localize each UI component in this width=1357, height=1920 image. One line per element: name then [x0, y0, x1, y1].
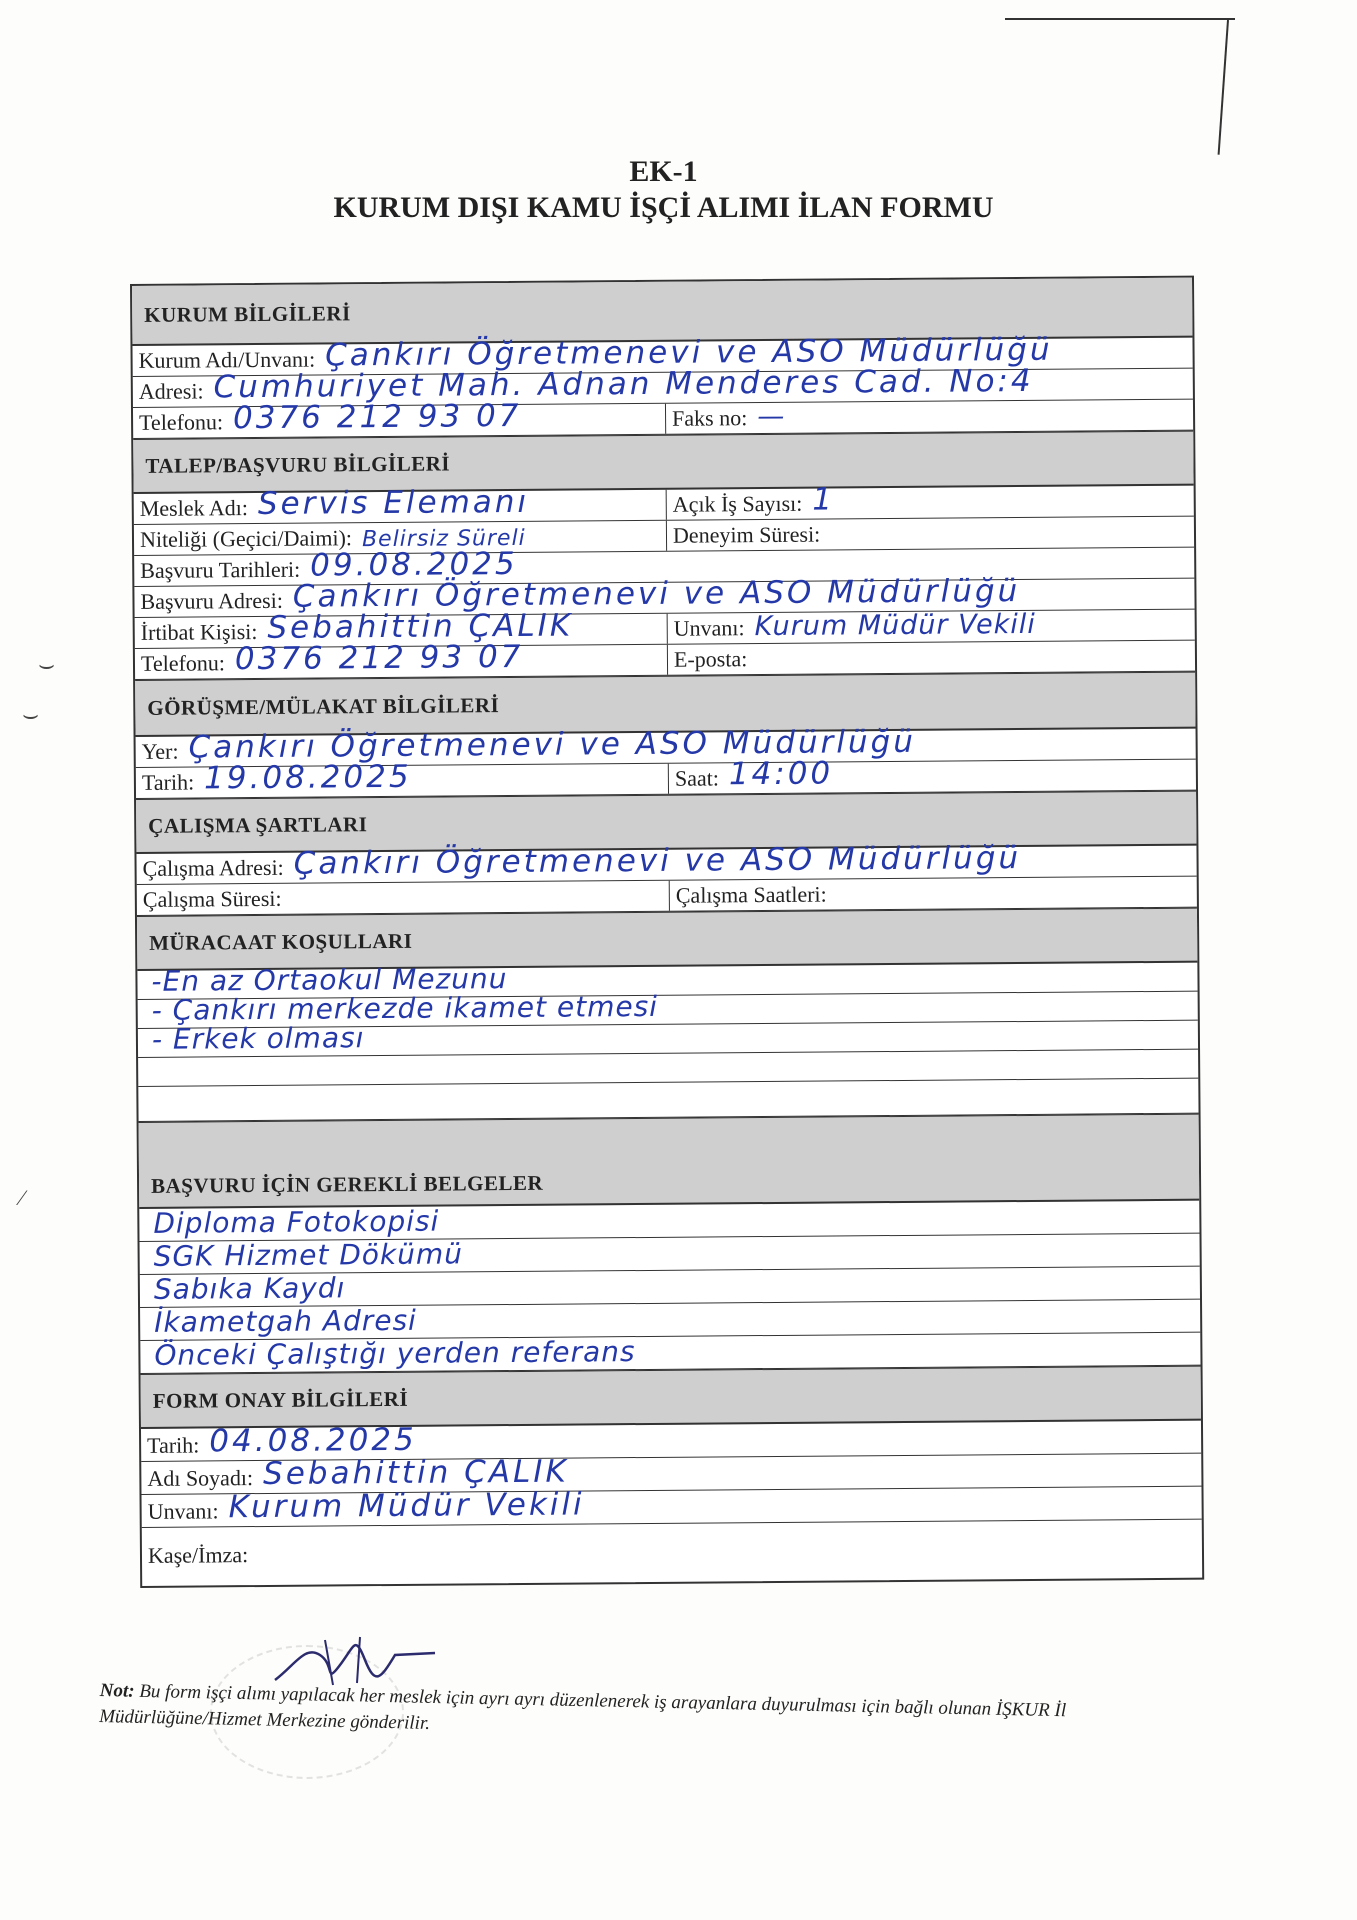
handwritten-value: Belirsiz Süreli — [361, 525, 526, 553]
margin-mark: ⌣ — [22, 700, 40, 729]
field-label: Tarih: — [141, 769, 195, 795]
field-label: Çalışma Adresi: — [142, 854, 284, 881]
handwritten-value: 14:00 — [728, 755, 834, 793]
note-text: Bu form işçi alımı yapılacak her meslek için ayrı ayrı düzenlenerek iş arayanlara duyurulması için bağlı olunan İŞKUR İl Müdürlüğüne/Hizmet Merkezine gönderilir. — [98, 1680, 1067, 1734]
handwritten-value: 0376 212 93 07 — [234, 638, 524, 678]
section-heading-belgeler: BAŞVURU İÇİN GEREKLİ BELGELER — [139, 1114, 1200, 1209]
field-label: Başvuru Adresi: — [140, 587, 283, 614]
section-heading-calisma: ÇALIŞMA ŞARTLARI — [136, 791, 1196, 854]
application-form — [130, 276, 1204, 1588]
handwritten-value: 09.08.2025 — [310, 545, 518, 584]
field-label: Çalışma Süresi: — [142, 885, 282, 912]
handwritten-value: 19.08.2025 — [203, 758, 412, 797]
meslek-adi-field[interactable] — [134, 483, 666, 524]
field-label: Faks no: — [671, 405, 748, 431]
margin-mark: ⌣ — [38, 650, 56, 679]
calisma-saatleri-field[interactable] — [669, 877, 1197, 911]
annex-code: EK-1 — [629, 155, 698, 188]
handwritten-value: Çankırı Öğretmenevi ve ASO Müdürlüğü — [188, 723, 917, 766]
field-label: Kurum Adı/Unvanı: — [138, 346, 316, 373]
field-label: Çalışma Saatleri: — [675, 881, 827, 908]
handwritten-value: Çankırı Öğretmenevi ve ASO Müdürlüğü — [325, 331, 1053, 374]
handwritten-value: Kurum Müdür Vekili — [228, 1486, 585, 1526]
field-label: Saat: — [674, 765, 719, 791]
section-heading-onay: FORM ONAY BİLGİLERİ — [141, 1366, 1201, 1429]
handwritten-value: 04.08.2025 — [209, 1421, 417, 1460]
field-label: Niteliği (Geçici/Daimi): — [139, 525, 353, 552]
kase-imza-field[interactable] — [142, 1520, 1202, 1586]
handwritten-value: 0376 212 93 07 — [232, 397, 522, 437]
handwritten-value: Diploma Fotokopisi — [153, 1204, 440, 1240]
field-label: Adresi: — [138, 378, 204, 404]
field-label: Açık İş Sayısı: — [672, 490, 803, 517]
handwritten-value: Çankırı Öğretmenevi ve ASO Müdürlüğü — [293, 840, 1022, 882]
field-label: Telefonu: — [138, 409, 224, 435]
field-label: Unvanı: — [147, 1498, 219, 1524]
section-heading-kurum: KURUM BİLGİLERİ — [132, 278, 1192, 346]
handwritten-value: 1 — [812, 481, 836, 518]
handwritten-value: Önceki Çalıştığı yerden referans — [154, 1335, 636, 1372]
handwritten-value: Çankırı Öğretmenevi ve ASO Müdürlüğü — [292, 573, 1021, 615]
handwritten-value: — — [757, 400, 786, 433]
margin-mark: ⁄ — [20, 1185, 24, 1210]
handwritten-value: İkametgah Adresi — [154, 1303, 418, 1339]
corner-line — [1005, 18, 1235, 20]
unvan-field[interactable] — [667, 610, 1195, 644]
deneyim-suresi-field[interactable] — [666, 517, 1194, 551]
handwritten-value: -En az Ortaokul Mezunu — [151, 962, 508, 998]
kurum-telefon-field[interactable] — [133, 397, 665, 438]
field-label: Başvuru Tarihleri: — [140, 556, 301, 583]
handwritten-value: Sebahittin ÇALIK — [267, 607, 574, 646]
handwritten-value: Kurum Müdür Vekili — [754, 608, 1036, 643]
field-label: Adı Soyadı: — [147, 1465, 254, 1491]
field-label: Tarih: — [147, 1432, 200, 1458]
field-label: Meslek Adı: — [139, 495, 249, 521]
section-heading-talep: TALEP/BAŞVURU BİLGİLERİ — [133, 431, 1193, 494]
form-title: KURUM DIŞI KAMU İŞÇİ ALIMI İLAN FORMU — [333, 191, 994, 224]
field-label: İrtibat Kişisi: — [140, 619, 258, 645]
field-label: Unvanı: — [673, 615, 745, 641]
document-title — [0, 155, 1357, 225]
field-label: Deneyim Süresi: — [672, 521, 821, 548]
handwritten-value: - Çankırı merkezde ikamet etmesi — [151, 989, 659, 1027]
irtibat-telefon-field[interactable] — [135, 638, 667, 679]
field-row — [142, 1520, 1202, 1586]
field-label: E-posta: — [673, 646, 748, 672]
corner-line — [1218, 20, 1229, 155]
calisma-suresi-field[interactable] — [137, 881, 669, 915]
handwritten-value: Cumhuriyet Mah. Adnan Menderes Cad. No:4 — [213, 362, 1034, 406]
section-heading-muracaat: MÜRACAAT KOŞULLARI — [137, 908, 1197, 971]
field-label: Yer: — [141, 738, 179, 764]
note-prefix: Not: — [99, 1679, 135, 1702]
eposta-field[interactable] — [667, 641, 1195, 675]
field-label: Telefonu: — [140, 650, 226, 676]
section-heading-gorusme: GÖRÜŞME/MÜLAKAT BİLGİLERİ — [135, 672, 1195, 737]
kurum-faks-field[interactable] — [665, 400, 1193, 434]
acik-is-sayisi-field[interactable] — [666, 481, 1194, 520]
gorusme-tarih-field[interactable] — [136, 758, 668, 798]
handwritten-value: Servis Elemanı — [257, 483, 530, 523]
field-label: Kaşe/İmza: — [147, 1542, 249, 1568]
handwritten-value: Sebahittin ÇALIK — [262, 1453, 569, 1492]
handwritten-value: - Erkek olması — [151, 1021, 365, 1056]
handwritten-value: Sabıka Kaydı — [153, 1271, 346, 1306]
handwritten-value: SGK Hizmet Dökümü — [153, 1237, 464, 1273]
gorusme-saat-field[interactable] — [668, 755, 1196, 794]
